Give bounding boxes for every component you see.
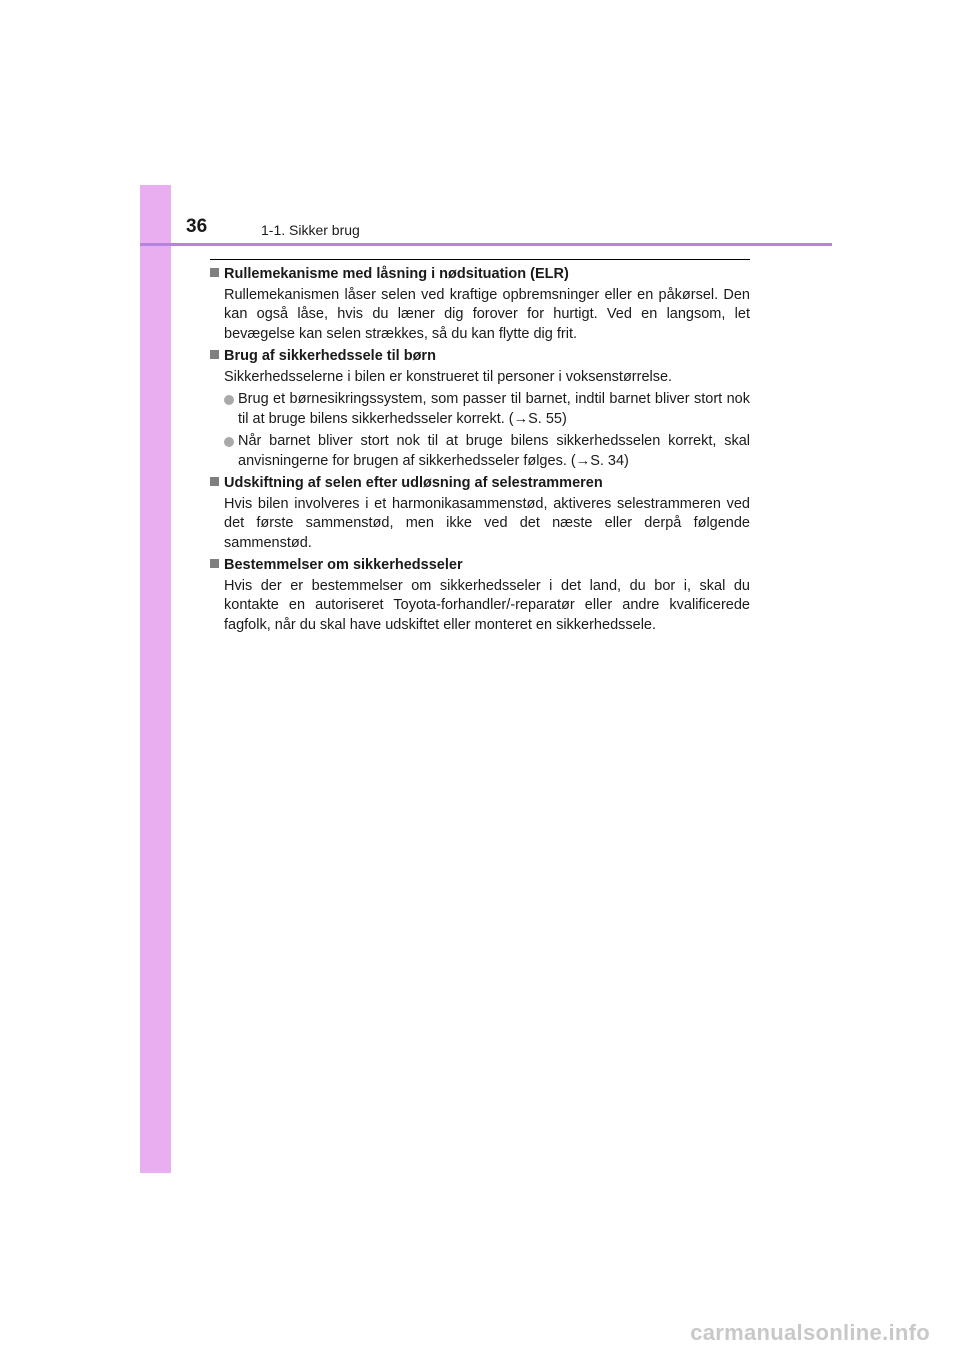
watermark: carmanualsonline.info <box>690 1320 930 1345</box>
page-content <box>210 265 750 638</box>
section-child-seatbelt <box>210 347 750 471</box>
section-heading: Bestemmelser om sikkerhedsseler <box>210 556 750 576</box>
square-bullet-icon <box>210 559 219 568</box>
section-text: Sikkerhedsselerne i bilen er konstrueret til personer i voksenstørrelse. <box>224 368 673 385</box>
header-divider <box>140 243 832 246</box>
circle-bullet-icon <box>224 395 234 405</box>
chapter-side-tab <box>140 185 171 1173</box>
square-bullet-icon <box>210 477 219 486</box>
square-bullet-icon <box>210 268 219 277</box>
content-top-rule <box>210 259 750 260</box>
section-text: Rullemekanismen låser selen ved kraftige opbremsninger eller en påkørsel. Den kan også låse, hvis du læner dig forover for hurtigt. Ved en langsom, let bevægelse kan selen strækkes, så du kan flytte dig frit. <box>224 286 750 342</box>
section-text: Hvis der er bestemmelser om sikkerhedsseler i det land, du bor i, skal du kontakte en autoriseret Toyota-forhandler/-reparatør eller andre kvalificerede fagfolk, når du skal have udskiftet eller monteret en sikkerhedssele. <box>224 577 750 633</box>
section-text: Hvis bilen involveres i et harmonikasammenstød, aktiveres selestrammeren ved det første sammenstød, men ikke ved det næste eller derpå følgende sammenstød. <box>224 495 750 551</box>
section-heading: Rullemekanisme med låsning i nødsituation (ELR) <box>210 265 750 285</box>
circle-bullet-icon <box>224 437 234 447</box>
list-item: Når barnet bliver stort nok til at bruge bilens sikkerhedsselen korrekt, skal anvisningerne for brugen af sikkerhedsseler følges. (→S. 34) <box>238 432 750 471</box>
square-bullet-icon <box>210 350 219 359</box>
section-title: 1-1. Sikker brug <box>261 222 360 238</box>
section-regulations <box>210 556 750 635</box>
section-elr <box>210 265 750 344</box>
page-number: 36 <box>186 216 208 237</box>
section-heading: Brug af sikkerhedssele til børn <box>210 347 750 367</box>
section-heading: Udskiftning af selen efter udløsning af selestrammeren <box>210 474 750 494</box>
section-pretensioner <box>210 474 750 553</box>
list-item: Brug et børnesikringssystem, som passer til barnet, indtil barnet bliver stort nok til at bruge bilens sikkerhedsseler korrekt. (→S. 55) <box>238 390 750 429</box>
